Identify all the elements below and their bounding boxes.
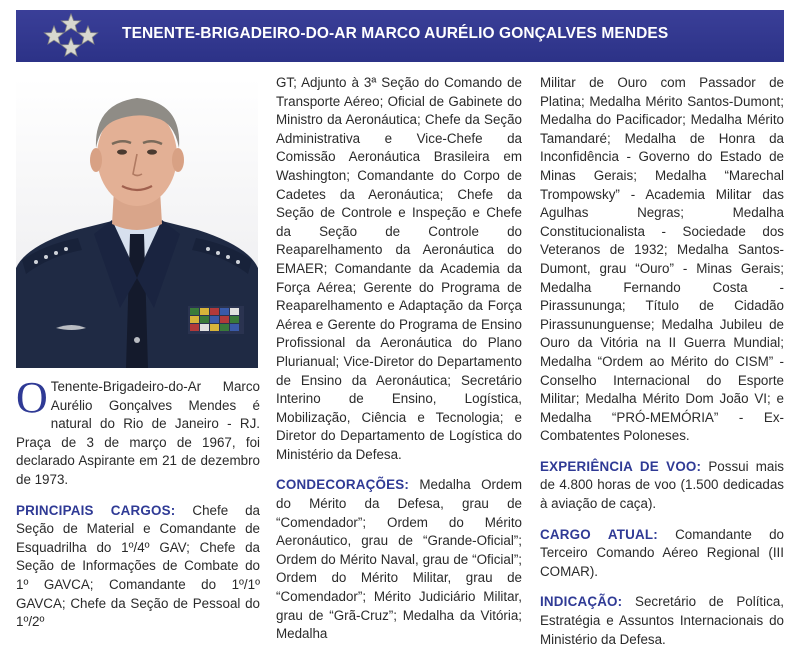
condecoracoes-text-part2: Militar de Ouro com Passador de Platina; Medalha Mérito Santos-Dumont; Medalha do Pacificador; Medalha Mérito Tamandaré; Medalha de Honra da Inconfidência - Governo do Estado de Minas Gerais; Medalha “Marechal Trompowsky” - Academia Militar das Agulhas Negras; Medalha Constitucionalista - Sociedade dos Veteranos de 1932; Medalha Santos-Dumont, grau “Ouro” - Minas Gerais; Medalha Fernando Costa - Pirassununga; Título de Cidadão Pirassununguense; Medalha Jubileu de Ouro da Vitória na II Guerra Mundial; Medalha “Ordem ao Mérito do CISM” - Conselho Internacional do Esporte Militar; Medalha Mérito Dom João VI; e Medalha “PRÓ-MEMÓRIA” - Ex-Combatentes Poloneses. bbox=[540, 75, 784, 444]
column-right bbox=[540, 74, 784, 649]
experiencia-paragraph bbox=[540, 458, 784, 514]
cargo-atual-paragraph bbox=[540, 526, 784, 582]
indicacao-text: Secretário de Política, Estratégia e Assuntos Internacionais do Ministério da Defesa. bbox=[540, 594, 784, 647]
condecoracoes-heading: CONDECORAÇÕES: bbox=[276, 477, 409, 493]
cargo-atual-heading: CARGO ATUAL: bbox=[540, 526, 658, 542]
portrait-photo bbox=[16, 78, 258, 368]
drop-cap: O bbox=[16, 373, 48, 422]
column-middle bbox=[276, 74, 522, 644]
cargos-continued-paragraph bbox=[276, 74, 522, 464]
condecoracoes-continued-paragraph bbox=[540, 74, 784, 446]
experiencia-heading: EXPERIÊNCIA DE VOO: bbox=[540, 458, 702, 474]
officer-portrait-image bbox=[16, 78, 258, 368]
indicacao-heading: INDICAÇÃO: bbox=[540, 594, 623, 610]
cargo-atual-text: Comandante do Terceiro Comando Aéreo Regional (III COMAR). bbox=[540, 526, 784, 579]
cargos-heading: PRINCIPAIS CARGOS: bbox=[16, 502, 176, 518]
indicacao-paragraph bbox=[540, 593, 784, 649]
condecoracoes-text-part1: Medalha Ordem do Mérito da Defesa, grau de “Comendador”; Ordem do Mérito Aeronáutico, grau de “Grande-Oficial”; Ordem do Mérito Naval, grau de “Oficial”; Ordem do Mérito Militar, grau de “Comendador”; Mérito Judiciário Militar, grau de “Grã-Cruz”; Medalha da Vitória; Medalha bbox=[276, 477, 522, 642]
experiencia-text: Possui mais de 4.800 horas de voo (1.500 dedicadas à aviação de caça). bbox=[540, 458, 784, 512]
cargos-text-part2: GT; Adjunto à 3ª Seção do Comando de Transporte Aéreo; Oficial de Gabinete do Ministro da Aeronáutica; Chefe da Seção Administrativa e Vice-Chefe da Comissão Aeronáutica Brasileira em Washington; Comandante do Corpo de Cadetes da Aeronáutica; Chefe da Seção de Controle e Inspeção e Chefe da Seção de Controle do Reaparelhamento da Aeronáutica do EMAER; Comandante da Academia da Força Aérea; Gerente do Programa de Reaparelhamento e Adaptação da Força Aérea e Gerente do Programa de Ensino Profissional da Aeronáutica do Plano Plurianual; Vice-Diretor do Departamento de Ensino da Aeronáutica; Secretário Interino de Ensino, Logística, Mobilização, Ciência e Tecnologia; e Diretor do Departamento de Logística do Ministério da Defesa. bbox=[276, 75, 522, 462]
four-stars-insignia-icon bbox=[36, 12, 106, 60]
page-title: TENENTE-BRIGADEIRO-DO-AR MARCO AURÉLIO GONÇALVES MENDES bbox=[122, 25, 669, 42]
column-left bbox=[16, 373, 260, 632]
intro-paragraph bbox=[16, 373, 260, 490]
intro-text: Tenente-Brigadeiro-do-Ar Marco Aurélio Gonçalves Mendes é natural do Rio de Janeiro - RJ. Praça de 3 de março de 1967, foi declarado Aspirante em 21 de dezembro de 1973. bbox=[16, 379, 260, 487]
condecoracoes-paragraph bbox=[276, 476, 522, 643]
cargos-text-part1: Chefe da Seção de Material e Comandante de Esquadrilha do 1º/4º GAV; Chefe da Seção de Informações de Combate do 1º GAVCA; Comandante do 1º/1º GAVCA; Chefe da Seção de Pessoal do 1º/2º bbox=[16, 502, 260, 630]
cargos-paragraph bbox=[16, 502, 260, 632]
title-banner bbox=[16, 10, 784, 62]
